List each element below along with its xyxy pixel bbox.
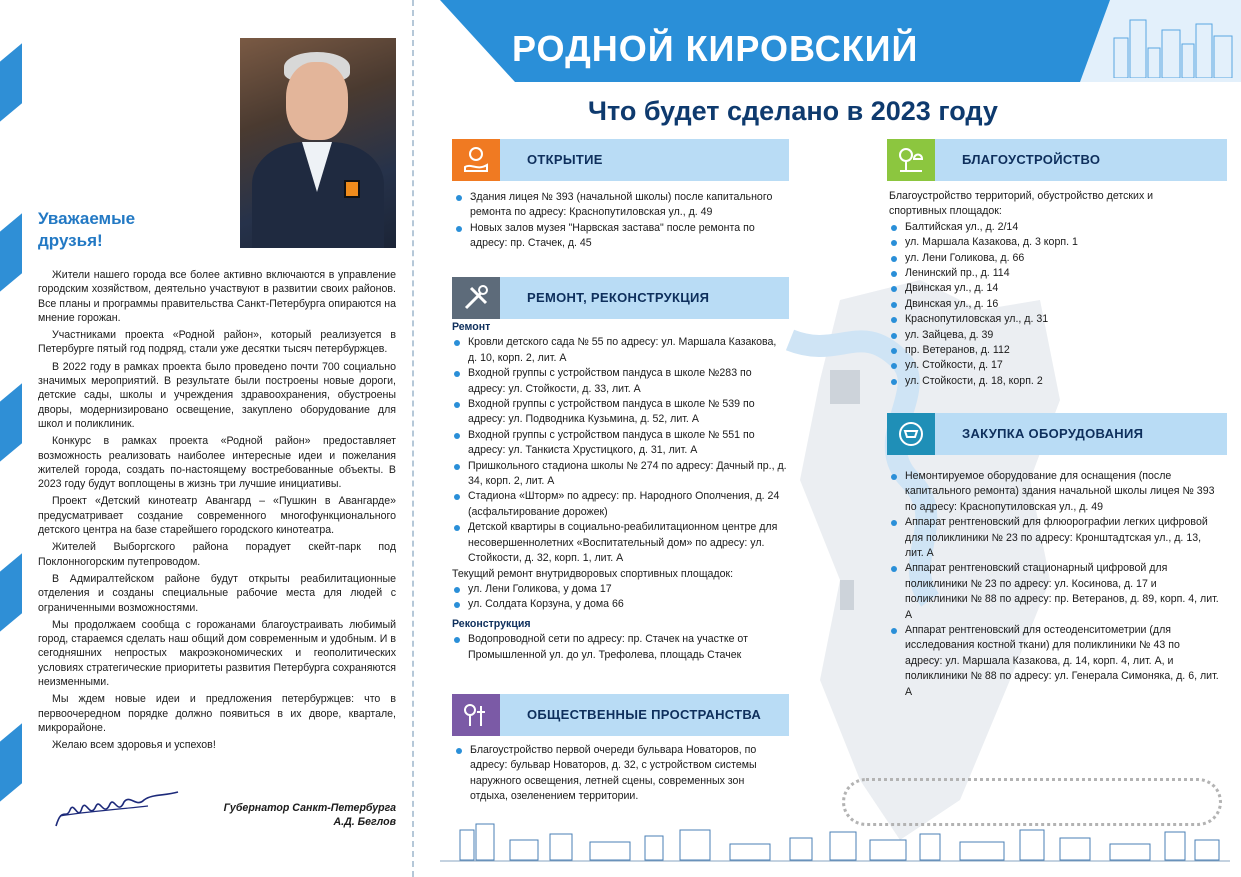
section-public-title: ОБЩЕСТВЕННЫЕ ПРОСТРАНСТВА [527,707,762,722]
location-hand-icon [452,139,500,181]
section-equipment-header [887,413,1227,455]
list-item: ул. Зайцева, д. 39 [889,328,1189,343]
section-public-list [454,743,784,805]
list-item: ул. Стойкости, д. 18, корп. 2 [889,374,1189,389]
section-opening-list [454,190,784,252]
letter-paragraph: Мы ждем новые идеи и предложения петербуржцев: что в первоочередном порядке должно появиться в их дворе, квартале, микрорайоне. [38,693,396,734]
subheading-reconstruction: Реконструкция [452,617,531,630]
letter-paragraph: В Адмиралтейском районе будут открыты реабилитационные отделения и созданы специальные рабочие места для людей с ограниченными возможностями. [38,572,396,614]
signer-block [216,801,396,829]
signer-name: А.Д. Беглов [333,816,396,828]
list-item: Аппарат рентгеновский для флюорографии легких цифровой для поликлиники № 23 по адресу: Кронштадтская ул., д. 13, лит. А [889,515,1219,561]
left-decoration [0,0,28,877]
park-icon [452,694,500,736]
list-item: Двинская ул., д. 16 [889,297,1189,312]
list-item: Стадиона «Шторм» по адресу: пр. Народного Ополчения, д. 24 (асфальтирование дорожек) [452,489,788,520]
section-repair-list [452,320,788,663]
letter-paragraph: Проект «Детский кинотеатр Авангард – «Пушкин в Авангарде» предусматривает создание современного многофункционального детского центра на базе старейшего городского кинотеатра. [38,495,396,537]
letter-paragraph: Желаю всем здоровья и успехов! [52,739,216,752]
list-item: Аппарат рентгеновский для остеоденситометрии (для исследования костной ткани) для поликлиники № 43 по адресу: ул. Маршала Казакова, д. 14, корп. 4, лит. А, и поликлиники № 88 по адресу: ул. Генерала Симоняка, д. 6, лит. А [889,623,1219,700]
list-item: Новых залов музея "Нарвская застава" после ремонта по адресу: пр. Стачек, д. 45 [454,221,784,252]
letter-paragraph: Участниками проекта «Родной район», который реализуется в Петербурге пятый год подряд, стали уже десятки тысяч петербуржцев. [38,329,396,356]
letter-paragraph: Жителей Выборгского района порадует скейт-парк под Поклонногорским путепроводом. [38,541,396,568]
list-item: Немонтируемое оборудование для оснащения (после капитального ремонта) здания начальной школы лицея № 393 по адресу: Краснопутиловская ул., д. 49 [889,469,1219,515]
section-repair-header [452,277,789,319]
section-landscaping-list [889,189,1189,389]
list-item: Водопроводной сети по адресу: пр. Стачек на участке от Промышленной ул. до ул. Трефолева, площадь Стачек [452,632,788,663]
list-item: Краснопутиловская ул., д. 31 [889,312,1189,327]
greeting-line-1: Уважаемые [38,209,136,228]
decorative-dotted-path [842,778,1222,826]
list-item: Балтийская ул., д. 2/14 [889,220,1189,235]
list-item: Благоустройство первой очереди бульвара Новаторов, по адресу: бульвар Новаторов, д. 32, с устройством системы наружного освещения, летней сцены, современных зон отдыха, озеленением территории. [454,743,784,805]
section-opening-header [452,139,789,181]
page-title: Что будет сделано в 2023 году [588,96,998,126]
list-item: Аппарат рентгеновский стационарный цифровой для поликлиники № 23 по адресу: ул. Косинова, д. 17 и поликлиники № 88 по адресу: пр. Ветеранов, д. 89, корп. 4, лит. А [889,561,1219,623]
cart-cycle-icon [887,413,935,455]
governor-photo [240,38,396,248]
trees-icon [887,139,935,181]
list-item: Ленинский пр., д. 114 [889,266,1189,281]
list-item: Входной группы с устройством пандуса в школе № 539 по адресу: ул. Подводника Кузьмина, д. 52, лит. А [452,397,788,428]
subheading-repair: Ремонт [452,321,491,333]
list-item: Двинская ул., д. 14 [889,281,1189,296]
letter-paragraph: Конкурс в рамках проекта «Родной район» предоставляет возможность реализовать наиболее интересные идеи и пожелания жителей города, создать по-настоящему востребованные объекты. В 2023 году будут воплощены в жизнь три лучшие инициативы. [38,435,396,491]
letter-body [38,268,396,756]
section-landscaping-title: БЛАГОУСТРОЙСТВО [962,152,1101,167]
landscaping-intro: Благоустройство территорий, обустройство детских и спортивных площадок: [889,190,1154,218]
section-public-header [452,694,789,736]
greeting [38,208,198,252]
letter-paragraph: В 2022 году в рамках проекта было проведено почти 700 социально значимых мероприятий. В результате были построены новые дороги, детские сады, школы и учреждения здравоохранения, обустроены дворы, модернизировано освещение, закуплено оборудование для школ и поликлиник. [38,360,396,430]
section-opening-title: ОТКРЫТИЕ [527,152,603,167]
section-equipment-list [889,469,1219,700]
page-fold-line [412,0,414,877]
list-item: Пришкольного стадиона школы № 274 по адресу: Дачный пр., д. 34, корп. 2, лит. А [452,459,788,490]
list-item: ул. Солдата Корзуна, у дома 66 [452,597,788,612]
list-item: ул. Лени Голикова, у дома 17 [452,582,788,597]
list-item: пр. Ветеранов, д. 112 [889,343,1189,358]
list-item: Здания лицея № 393 (начальной школы) после капитального ремонта по адресу: Краснопутиловская ул., д. 49 [454,190,784,221]
list-item: Входной группы с устройством пандуса в школе №283 по адресу: ул. Стойкости, д. 33, лит. А [452,366,788,397]
city-objects-strip [440,820,1230,865]
letter-paragraph: Мы продолжаем сообща с горожанами благоустраивать любимый город, стараемся сделать наш общий дом современным и удобным. И в сегодняшних непростых макроэкономических и геополитических условиях стратегические приоритеты развития Петербурга сохраняются неизменными. [38,618,396,689]
signature [52,786,192,832]
letter-paragraph: Жители нашего города все более активно включаются в управление городским хозяйством, деятельно участвуют в развитии своих районов. Все планы и программы правительства Санкт-Петербурга опираются на мнение горожан. [38,269,396,324]
list-item: Входной группы с устройством пандуса в школе № 551 по адресу: ул. Танкиста Хрустицкого, д. 31, лит. А [452,428,788,459]
current-repair-label: Текущий ремонт внутридворовых спортивных площадок: [452,567,734,580]
list-item: ул. Стойкости, д. 17 [889,358,1189,373]
section-repair-title: РЕМОНТ, РЕКОНСТРУКЦИЯ [527,290,710,305]
brand-title: РОДНОЙ КИРОВСКИЙ [512,28,919,69]
list-item: ул. Лени Голикова, д. 66 [889,251,1189,266]
city-skyline-icon [1110,8,1236,78]
list-item: Кровли детского сада № 55 по адресу: ул. Маршала Казакова, д. 10, корп. 2, лит. А [452,335,788,366]
section-landscaping-header [887,139,1227,181]
list-item: ул. Маршала Казакова, д. 3 корп. 1 [889,235,1189,250]
list-item: Детской квартиры в социально-реабилитационном центре для несовершеннолетних «Воспитательный дом» по адресу: ул. Стойкости, д. 32, корп. 1, лит. А [452,520,788,566]
section-equipment-title: ЗАКУПКА ОБОРУДОВАНИЯ [962,426,1144,441]
greeting-line-2: друзья! [38,231,103,250]
tools-icon [452,277,500,319]
signer-title: Губернатор Санкт-Петербурга [223,802,396,814]
